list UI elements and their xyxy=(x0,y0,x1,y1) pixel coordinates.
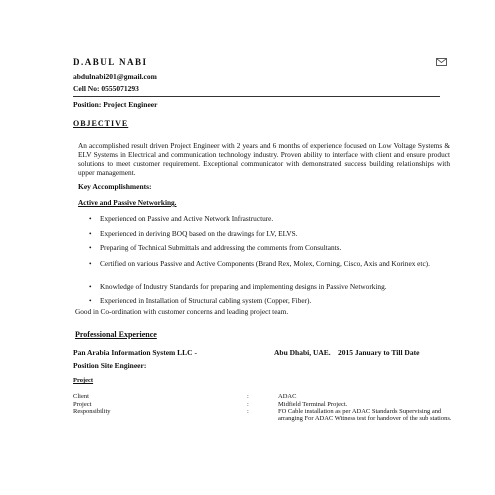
detail-value-project: Midfield Terminal Project. xyxy=(278,401,348,408)
list-item: • Experienced in deriving BOQ based on the drawings for LV, ELVS. xyxy=(89,229,298,238)
coordination-note: Good in Co-ordination with customer concerns and leading project team. xyxy=(75,307,289,316)
bullet-icon: • xyxy=(89,214,92,223)
detail-label-client: Client xyxy=(73,393,89,400)
detail-separator: : xyxy=(247,408,249,415)
detail-value-client: ADAC xyxy=(278,393,297,400)
position-title: Position: Project Engineer xyxy=(73,100,158,109)
candidate-name: D.ABUL NABI xyxy=(73,57,148,67)
objective-heading: OBJECTIVE xyxy=(73,119,129,128)
detail-separator: : xyxy=(247,401,249,408)
site-engineer-position: Position Site Engineer: xyxy=(73,361,147,370)
company-name: Pan Arabia Information System LLC - xyxy=(73,348,197,357)
professional-experience-heading: Professional Experience xyxy=(75,330,157,339)
cell-number: Cell No: 0555071293 xyxy=(73,84,139,93)
objective-text: An accomplished result driven Project Engineer with 2 years and 6 months of experience focused on Low Voltage Systems & ELV Systems in Electrical and communication technology industry. Proven ability to interface with client and ensure product solutions to meet customer requirement. Exceptional communicator with demonstrated success building relationships with upper management. xyxy=(78,141,450,177)
employment-period: 2015 January to Till Date xyxy=(338,348,420,357)
detail-value-responsibility: FO Cable installation as per ADAC Standards Supervising and arranging For ADAC Witness test for handover of the sub stations. xyxy=(278,408,452,422)
detail-separator: : xyxy=(247,393,249,400)
detail-label-project: Project xyxy=(73,401,92,408)
project-heading: Project xyxy=(73,377,94,384)
accomplishment-list xyxy=(78,214,450,308)
bullet-icon: • xyxy=(89,229,92,238)
list-item: • Experienced on Passive and Active Network Infrastructure. xyxy=(89,214,274,223)
key-accomplishments-heading: Key Accomplishments: xyxy=(78,182,152,191)
bullet-icon: • xyxy=(89,296,92,305)
list-item: • Certified on various Passive and Active Components (Brand Rex, Molex, Corning, Cisco, Axis and Korinex etc). xyxy=(89,259,430,268)
list-item: • Knowledge of Industry Standards for preparing and implementing designs in Passive Networking. xyxy=(89,282,387,291)
bullet-icon: • xyxy=(89,243,92,252)
networking-subheading: Active and Passive Networking. xyxy=(78,198,177,207)
header-divider xyxy=(73,96,440,97)
detail-label-responsibility: Responsibility xyxy=(73,408,111,415)
bullet-icon: • xyxy=(89,282,92,291)
envelope-icon xyxy=(436,58,447,66)
list-item: • Experienced in Installation of Structural cabling system (Copper, Fiber). xyxy=(89,296,312,305)
list-item: • Preparing of Technical Submittals and addressing the comments from Consultants. xyxy=(89,243,342,252)
bullet-icon: • xyxy=(89,259,92,268)
email-address: abdulnabi201@gmail.com xyxy=(73,72,157,81)
company-location: Abu Dhabi, UAE. xyxy=(274,348,331,357)
